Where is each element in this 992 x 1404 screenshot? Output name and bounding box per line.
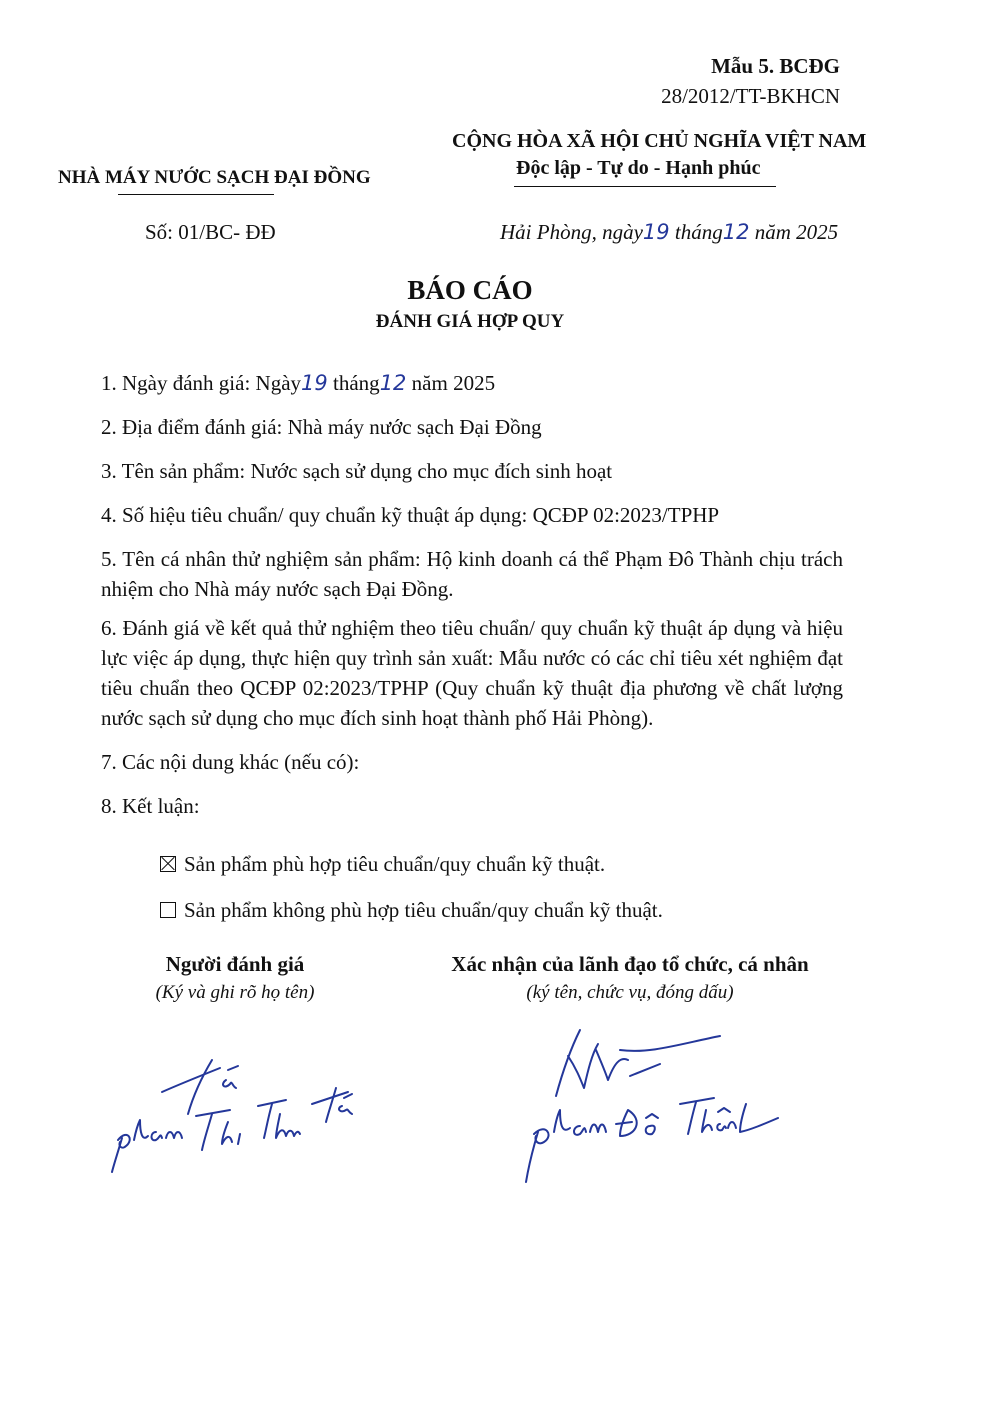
- report-subtitle: ĐÁNH GIÁ HỢP QUY: [375, 311, 565, 332]
- leader-heading: Xác nhận của lãnh đạo tổ chức, cá nhân: [451, 952, 809, 976]
- place-date: [500, 220, 838, 245]
- form-code: Mẫu 5. BCĐG: [711, 54, 840, 78]
- year-text: năm 2025: [754, 220, 839, 244]
- item-assessment-date: [101, 368, 843, 398]
- national-title: CỘNG HÒA XÃ HỘI CHỦ NGHĨA VIỆT NAM: [452, 130, 867, 152]
- checked-box-icon: [160, 856, 176, 872]
- place-date-prefix: Hải Phòng, ngày: [500, 220, 643, 244]
- leader-signature: [510, 1020, 810, 1190]
- assessor-signature: [100, 1040, 370, 1180]
- item-location: 2. Địa điểm đánh giá: Nhà máy nước sạch Đại Đồng: [101, 415, 542, 439]
- assessor-note: (Ký và ghi rõ họ tên): [155, 982, 315, 1003]
- handwritten-day: 19: [642, 220, 670, 244]
- report-items: [101, 368, 843, 835]
- nonconforming-label: Sản phẩm không phù hợp tiêu chuẩn/quy chuẩn kỹ thuật.: [184, 898, 663, 922]
- year-text: năm 2025: [411, 371, 496, 395]
- handwritten-month: 12: [722, 220, 750, 244]
- month-word: tháng: [674, 220, 723, 244]
- handwritten-month: 12: [379, 371, 407, 395]
- form-reference: 28/2012/TT-BKHCN: [661, 84, 840, 108]
- item-1-prefix: 1. Ngày đánh giá: Ngày: [101, 371, 302, 395]
- item-product-name: 3. Tên sản phẩm: Nước sạch sử dụng cho mục đích sinh hoạt: [101, 459, 613, 483]
- item-tester: 5. Tên cá nhân thử nghiệm sản phẩm: Hộ kinh doanh cá thể Phạm Đô Thành chịu trách nhiệm cho Nhà máy nước sạch Đại Đồng.: [101, 547, 843, 601]
- item-other: 7. Các nội dung khác (nếu có):: [101, 750, 360, 774]
- motto-underline: [514, 186, 776, 187]
- organization-underline: [118, 194, 274, 195]
- handwritten-day: 19: [301, 371, 328, 395]
- item-conclusion: 8. Kết luận:: [101, 794, 200, 818]
- item-evaluation: 6. Đánh giá về kết quả thử nghiệm theo tiêu chuẩn/ quy chuẩn kỹ thuật áp dụng và hiệu lực việc áp dụng, thực hiện quy trình sản xuất: Mẫu nước có các chỉ tiêu xét nghiệm đạt tiêu chuẩn theo QCĐP 02:2023/TPHP (Quy chuẩn kỹ thuật địa phương về chất lượng nước sạch sử dụng cho mục đích sinh hoạt thành phố Hải Phòng).: [101, 616, 843, 730]
- assessor-heading: Người đánh giá: [165, 952, 305, 976]
- national-motto: Độc lập - Tự do - Hạnh phúc: [516, 157, 761, 179]
- conclusion-conforming: [160, 852, 605, 877]
- document-number: Số: 01/BC- ĐĐ: [145, 220, 276, 244]
- report-title: BÁO CÁO: [407, 275, 533, 305]
- month-word: tháng: [333, 371, 380, 395]
- empty-box-icon: [160, 902, 176, 918]
- conclusion-nonconforming: [160, 898, 663, 923]
- item-standard: 4. Số hiệu tiêu chuẩn/ quy chuẩn kỹ thuật áp dụng: QCĐP 02:2023/TPHP: [101, 503, 720, 527]
- organization-name: NHÀ MÁY NƯỚC SẠCH ĐẠI ĐỒNG: [58, 167, 371, 188]
- conforming-label: Sản phẩm phù hợp tiêu chuẩn/quy chuẩn kỹ thuật.: [184, 852, 606, 876]
- leader-note: (ký tên, chức vụ, đóng dấu): [526, 982, 734, 1003]
